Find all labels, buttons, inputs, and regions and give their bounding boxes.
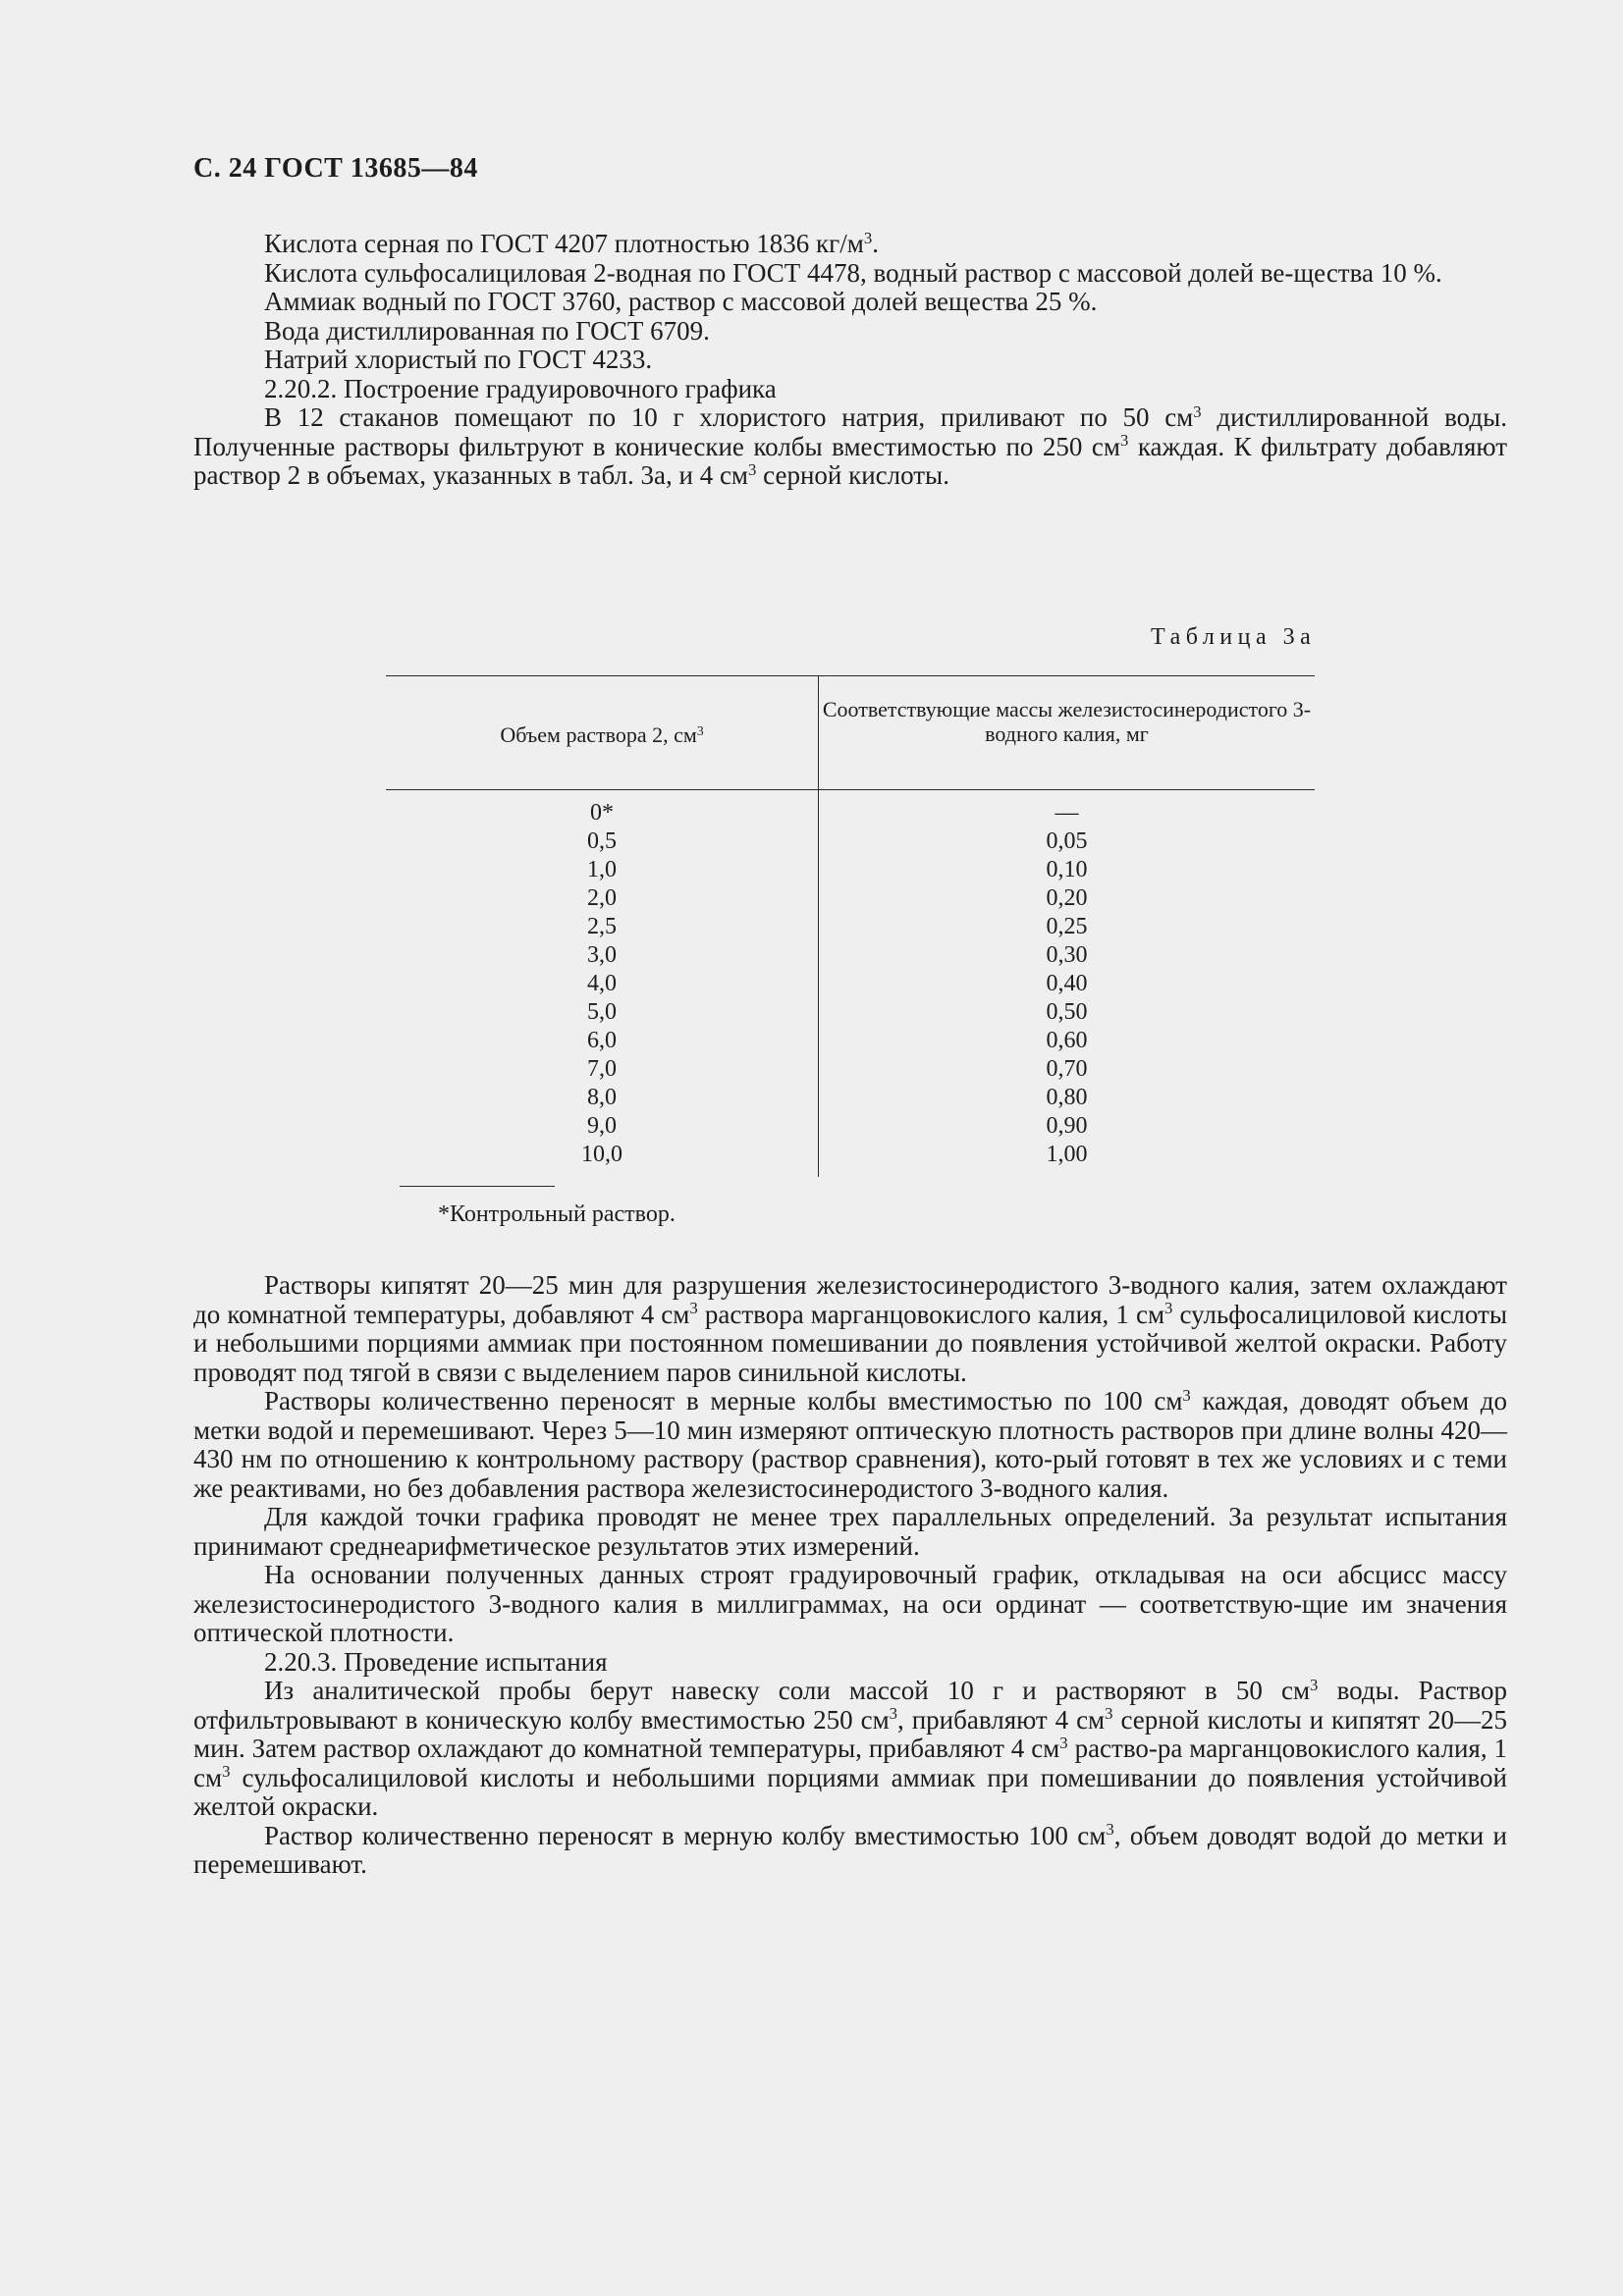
table-cell-mass: 0,70	[1046, 1056, 1088, 1082]
paragraph: Кислота сульфосалициловая 2-водная по ГОСТ 4478, водный раствор с массовой долей ве-щества 10 %.	[264, 257, 1442, 288]
table-top-rule	[386, 675, 1315, 676]
table-header-volume: Объем раствора 2, $см^3$	[500, 722, 704, 747]
table-cell-volume: 9,0	[587, 1113, 617, 1139]
page-header: С. 24 ГОСТ 13685—84	[193, 153, 478, 184]
table-cell-volume: 10,0	[581, 1142, 622, 1167]
table-cell-mass: 0,50	[1046, 999, 1088, 1025]
table-header-rule	[386, 789, 1315, 790]
table-cell-volume: 0*	[590, 800, 614, 826]
table-cell-mass: 0,60	[1046, 1028, 1088, 1053]
section-heading: 2.20.2. Построение градуировочного графика	[264, 373, 777, 403]
table-cell-mass: 0,25	[1046, 914, 1088, 939]
table-header-mass: Соответствующие массы железистосинеродистого 3-водного калия, мг	[822, 697, 1312, 746]
paragraph: Кислота серная по ГОСТ 4207 плотностью 1836 $кг/м^3$.	[264, 228, 879, 258]
paragraph: Аммиак водный по ГОСТ 3760, раствор с массовой долей вещества 25 %.	[264, 287, 1098, 316]
paragraph: Растворы кипятят 20—25 мин для разрушения железистосинеродистого 3-водного калия, затем охлаждают до комнатной температуры, добавляют 4 $см^3$ раствора марганцовокислого калия, 1 $см^3$ сульфосалициловой кислоты и небольшими порциями аммиак при постоянном помешивании до появления устойчивой желтой окраски. Работу проводят под тягой в связи с выделением паров синильной кислоты.	[193, 1270, 1507, 1387]
table-cell-volume: 1,0	[587, 857, 617, 882]
table-cell-volume: 6,0	[587, 1028, 617, 1053]
table-cell-mass: 0,40	[1046, 971, 1088, 996]
table-cell-volume: 2,5	[587, 914, 617, 939]
table-cell-volume: 7,0	[587, 1056, 617, 1082]
paragraph: На основании полученных данных строят градуировочный график, откладывая на оси абсцисс массу железистосинеродистого 3-водного калия в миллиграммах, на оси ординат — соответствую-щие им значения оптической плотности.	[193, 1560, 1507, 1647]
footnote-rule	[400, 1186, 555, 1187]
table-cell-volume: 3,0	[587, 942, 617, 968]
section-heading: 2.20.3. Проведение испытания	[264, 1646, 608, 1677]
text-block-reagents	[193, 230, 1507, 491]
table-column-volume	[386, 799, 818, 1169]
table-footnote: *Контрольный раствор.	[438, 1201, 676, 1227]
table-column-mass	[819, 799, 1315, 1169]
table-cell-mass: 0,80	[1046, 1085, 1088, 1110]
table-cell-mass: 0,30	[1046, 942, 1088, 968]
table-cell-mass: 0,05	[1046, 828, 1088, 854]
table-cell-mass: 0,20	[1046, 885, 1088, 911]
paragraph: Для каждой точки графика проводят не менее трех параллельных определений. За результат испытания принимают среднеарифметическое результатов этих измерений.	[193, 1502, 1507, 1561]
table-cell-volume: 8,0	[587, 1085, 617, 1110]
table-cell-volume: 5,0	[587, 999, 617, 1025]
paragraph: Натрий хлористый по ГОСТ 4233.	[264, 345, 653, 374]
table-cell-mass: —	[1055, 800, 1079, 826]
table-cell-mass: 0,10	[1046, 857, 1088, 882]
table-cell-mass: 1,00	[1046, 1142, 1088, 1167]
table-cell-volume: 0,5	[587, 828, 617, 854]
paragraph: Из аналитической пробы берут навеску соли массой 10 г и растворяют в 50 $см^3$ воды. Раствор отфильтровывают в коническую колбу вместимостью 250 $см^3$, прибавляют 4 $см^3$ серной кислоты и кипятят 20—25 мин. Затем раствор охлаждают до комнатной температуры, прибавляют 4 $см^3$ раство-ра марганцовокислого калия, 1 $см^3$ сульфосалициловой кислоты и небольшими порциями аммиак при помешивании до появления устойчивой желтой окраски.	[193, 1675, 1508, 1821]
paragraph: В 12 стаканов помещают по 10 г хлористого натрия, приливают по 50 $см^3$ дистиллированной воды. Полученные растворы фильтруют в конические колбы вместимостью по 250 $см^3$ каждая. К фильтрату добавляют раствор 2 в объемах, указанных в табл. 3а, и 4 $см^3$ серной кислоты.	[193, 401, 1507, 490]
paragraph: Растворы количественно переносят в мерные колбы вместимостью по 100 $см^3$ каждая, доводят объем до метки водой и перемешивают. Через 5—10 мин измеряют оптическую плотность растворов при длине волны 420—430 нм по отношению к контрольному раствору (раствор сравнения), кото-рый готовят в тех же условиях и с теми же реактивами, но без добавления раствора железистосинеродистого 3-водного калия.	[193, 1385, 1507, 1503]
paragraph: Раствор количественно переносят в мерную колбу вместимостью 100 $см^3$, объем доводят водой до метки и перемешивают.	[193, 1820, 1508, 1879]
table-cell-volume: 2,0	[587, 885, 617, 911]
table-cell-mass: 0,90	[1046, 1113, 1088, 1139]
text-block-procedure	[193, 1271, 1507, 1880]
table-cell-volume: 4,0	[587, 971, 617, 996]
table-caption: Таблица 3а	[1151, 624, 1317, 650]
paragraph: Вода дистиллированная по ГОСТ 6709.	[264, 315, 710, 346]
